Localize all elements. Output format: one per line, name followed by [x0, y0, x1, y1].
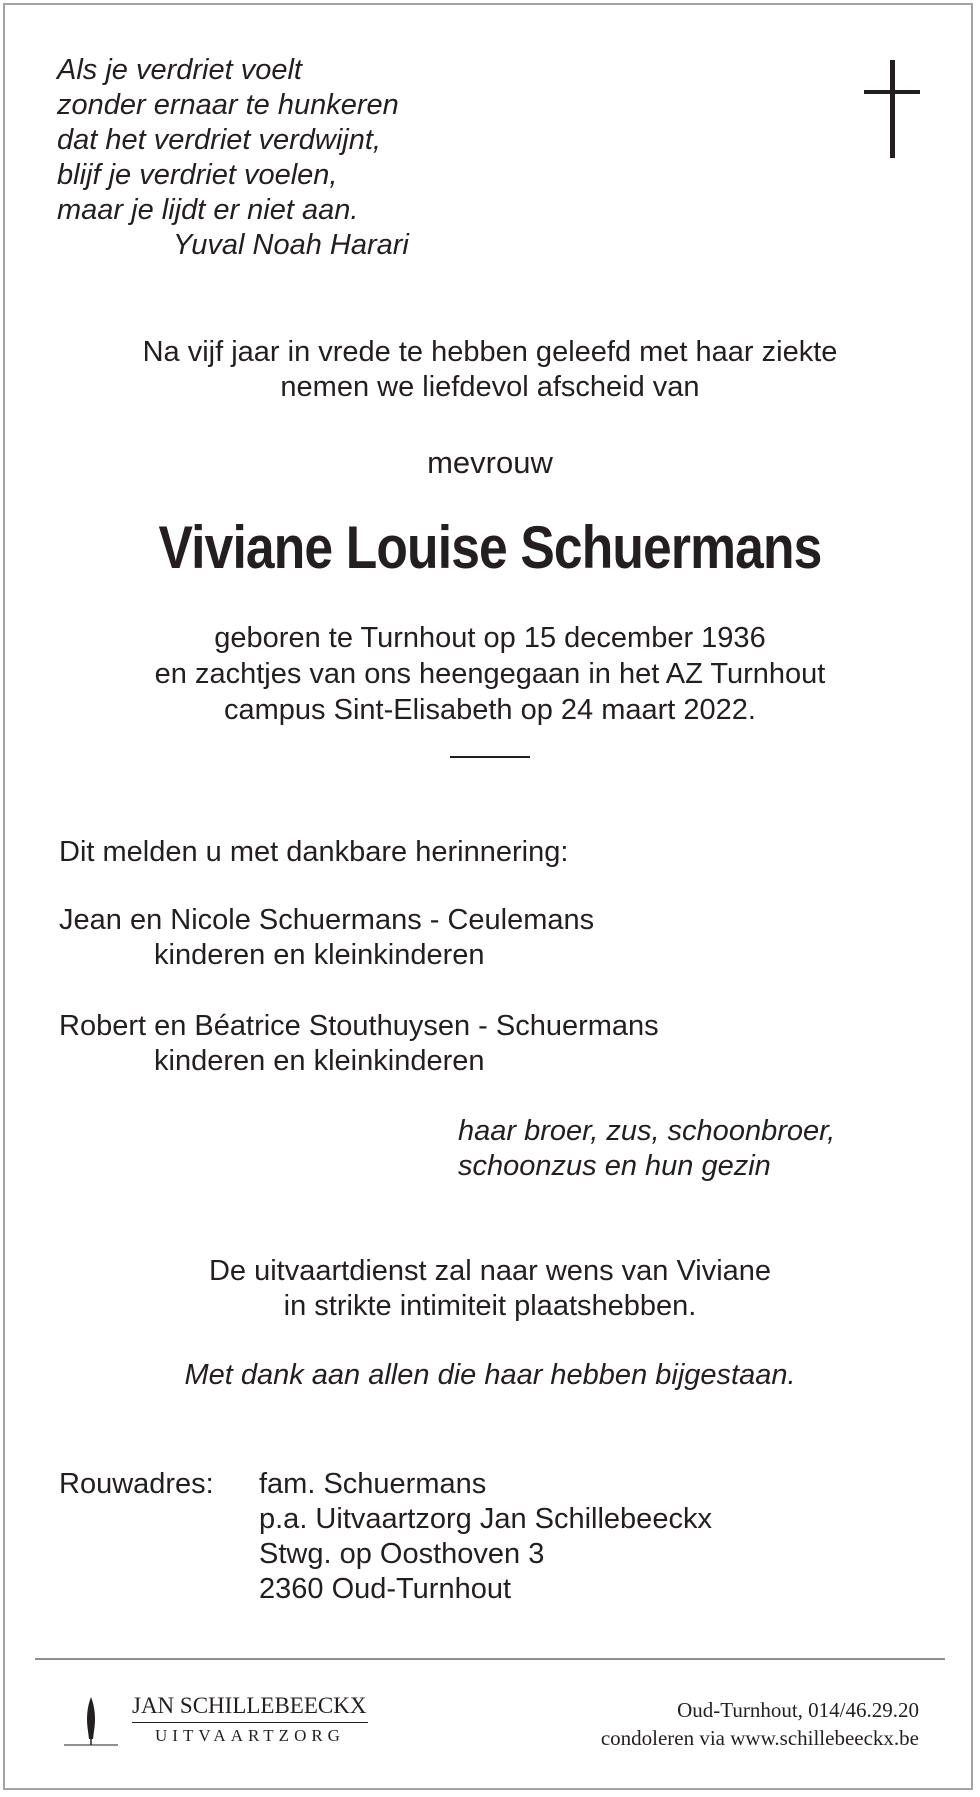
- address-line: 2360 Oud-Turnhout: [259, 1573, 512, 1605]
- cypress-tree-icon: [62, 1695, 120, 1747]
- birth-death-info: [0, 620, 980, 728]
- deceased-name: Viviane Louise Schuermans: [158, 514, 822, 581]
- contact-website[interactable]: condoleren via www.schillebeeckx.be: [600, 1726, 919, 1750]
- divider: [450, 756, 530, 758]
- intro-line: nemen we liefdevol afscheid van: [280, 371, 700, 403]
- death-place-line: campus Sint-Elisabeth op 24 maart 2022.: [224, 694, 756, 726]
- siblings-line: schoonzus en hun gezin: [458, 1150, 771, 1182]
- footer-contact: [601, 1696, 919, 1752]
- family-sub: kinderen en kleinkinderen: [154, 1045, 485, 1077]
- address-line: Stwg. op Oosthoven 3: [259, 1538, 545, 1570]
- birth-line: geboren te Turnhout op 15 december 1936: [214, 622, 766, 654]
- title-prefix: mevrouw: [427, 445, 553, 480]
- poem-line: Als je verdriet voelt: [57, 54, 302, 86]
- footer-divider: [35, 1658, 945, 1660]
- poem-quote: [57, 53, 409, 263]
- poem-line: blijf je verdriet voelen,: [57, 159, 338, 191]
- funeral-line: in strikte intimiteit plaatshebben.: [283, 1290, 697, 1322]
- logo-subtitle: UITVAARTZORG: [155, 1726, 345, 1745]
- contact-phone: Oud-Turnhout, 014/46.29.20: [677, 1698, 919, 1722]
- family-names: Robert en Béatrice Stouthuysen - Schuermans: [59, 1010, 659, 1042]
- intro-text: [0, 335, 980, 405]
- logo-underline: [132, 1722, 368, 1723]
- family-names: Jean en Nicole Schuermans - Ceulemans: [59, 904, 595, 936]
- death-line: en zachtjes van ons heengegaan in het AZ Turnhout: [154, 658, 826, 690]
- address-label: Rouwadres:: [59, 1468, 214, 1500]
- thanks-note: Met dank aan allen die haar hebben bijgestaan.: [184, 1359, 796, 1391]
- logo-name: JAN SCHILLEBEECKX: [132, 1693, 367, 1718]
- poem-line: maar je lijdt er niet aan.: [57, 194, 359, 226]
- announcement: Dit melden u met dankbare herinnering:: [59, 836, 569, 868]
- funeral-line: De uitvaartdienst zal naar wens van Viviane: [208, 1255, 772, 1287]
- intro-line: Na vijf jaar in vrede te hebben geleefd met haar ziekte: [142, 336, 838, 368]
- family-sub: kinderen en kleinkinderen: [154, 939, 485, 971]
- siblings-line: haar broer, zus, schoonbroer,: [458, 1115, 836, 1147]
- family-entry: [59, 1009, 659, 1079]
- address-line: fam. Schuermans: [259, 1468, 487, 1500]
- address-block: [259, 1467, 712, 1607]
- latin-cross-icon: [864, 60, 920, 158]
- family-entry: [59, 903, 594, 973]
- siblings-entry: [458, 1114, 835, 1184]
- poem-line: zonder ernaar te hunkeren: [57, 89, 399, 121]
- funeral-notice: [0, 1254, 980, 1324]
- poem-author: Yuval Noah Harari: [173, 229, 409, 261]
- address-line: p.a. Uitvaartzorg Jan Schillebeeckx: [259, 1503, 712, 1535]
- poem-line: dat het verdriet verdwijnt,: [57, 124, 381, 156]
